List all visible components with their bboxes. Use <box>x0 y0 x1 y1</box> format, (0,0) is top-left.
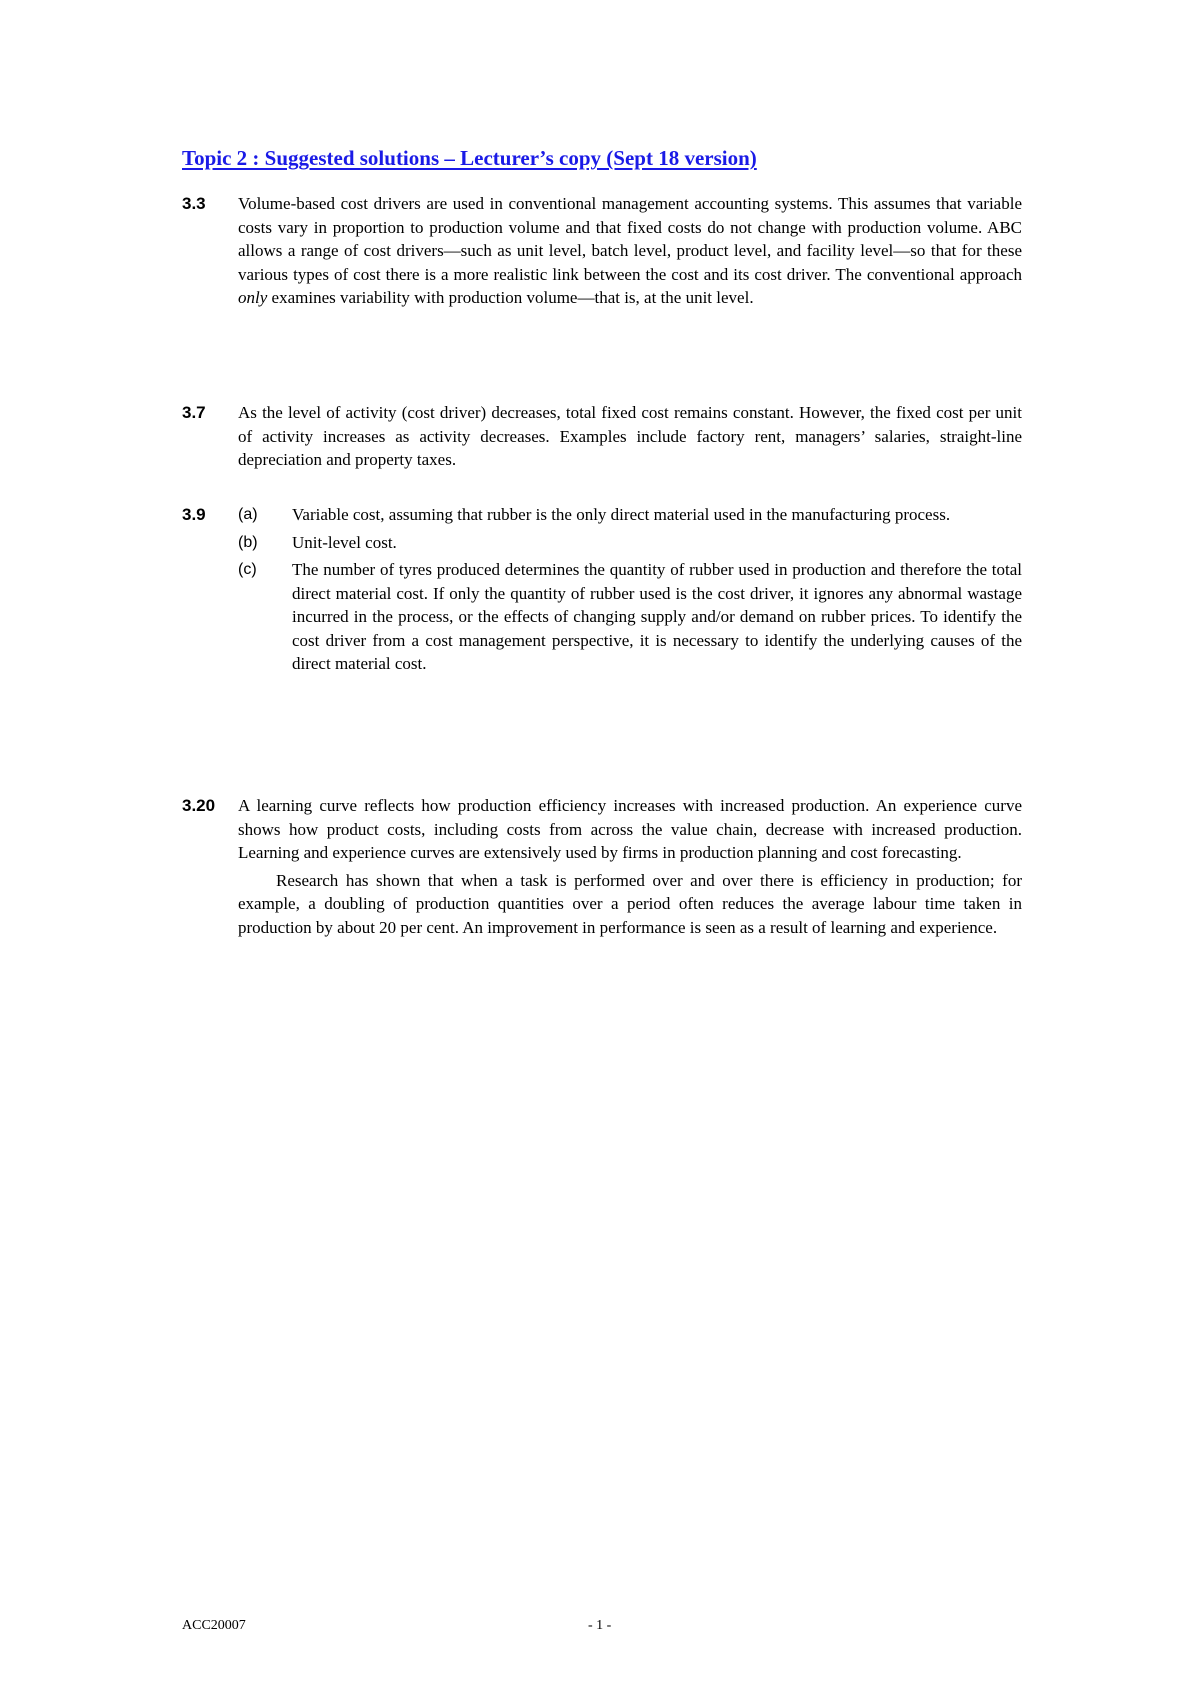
question-number: 3.9 <box>182 505 206 524</box>
question-number: 3.7 <box>182 403 206 422</box>
subpart-text: Unit-level cost. <box>292 532 397 552</box>
subpart-label: (a) <box>238 506 258 523</box>
answer-paragraph: A learning curve reflects how production efficiency increases with increased production. An experience curve shows how product costs, including costs from across the value chain, decrease with increased production. Learning and experience curves are extensively used by firms in production planning and cost forecasting. <box>238 796 1022 862</box>
question-number: 3.20 <box>182 796 216 815</box>
subpart-a <box>238 503 1022 527</box>
answer-body <box>238 192 1022 310</box>
subpart-c <box>238 558 1022 676</box>
emphasis-text: only <box>238 288 268 307</box>
answer-paragraph: Research has shown that when a task is performed over and over there is efficiency in production; for example, a doubling of production quantities over a period often reduces the average labour time taken in production by about 20 per cent. An improvement in performance is seen as a result of learning and experience. <box>238 870 1022 937</box>
answer-text: Volume-based cost drivers are used in conventional management accounting systems. This assumes that variable costs vary in proportion to production volume and that fixed costs do not change with production volume. ABC allows a range of cost drivers—such as unit level, batch level, product level, and facility level—so that for these various types of cost there is a more realistic link between the cost and its cost driver. The conventional approach <box>238 194 1022 284</box>
subpart-label: (b) <box>238 533 258 551</box>
question-3-3 <box>182 192 1022 310</box>
answer-body <box>238 794 1022 939</box>
footer-course-code: ACC20007 <box>182 1618 246 1633</box>
page-title: Topic 2 : Suggested solutions – Lecturer’s copy (Sept 18 version) <box>182 146 757 170</box>
question-3-20 <box>182 794 1022 939</box>
answer-paragraph <box>238 192 1022 310</box>
question-number: 3.3 <box>182 194 206 213</box>
subpart-text: The number of tyres produced determines the quantity of rubber used in production and therefore the total direct material cost. If only the quantity of rubber used is the cost driver, it ignores any abnormal wastage incurred in the process, or the effects of changing supply and/or demand on rubber prices. To identify the cost driver from a cost management perspective, it is necessary to identify the underlying causes of the direct material cost. <box>292 560 1022 673</box>
question-3-7 <box>182 401 1022 472</box>
question-3-9 <box>182 503 1022 680</box>
answer-paragraph: As the level of activity (cost driver) decreases, total fixed cost remains constant. However, the fixed cost per unit of activity increases as activity decreases. Examples include factory rent, managers’ salaries, straight-line depreciation and property taxes. <box>238 403 1022 469</box>
subpart-label: (c) <box>238 561 257 578</box>
footer-page-number: - 1 - <box>588 1618 612 1633</box>
answer-body <box>238 401 1022 472</box>
answer-text: examines variability with production volume—that is, at the unit level. <box>267 288 754 307</box>
subpart-text: Variable cost, assuming that rubber is the only direct material used in the manufacturing process. <box>292 505 951 524</box>
subpart-b <box>238 531 1022 555</box>
